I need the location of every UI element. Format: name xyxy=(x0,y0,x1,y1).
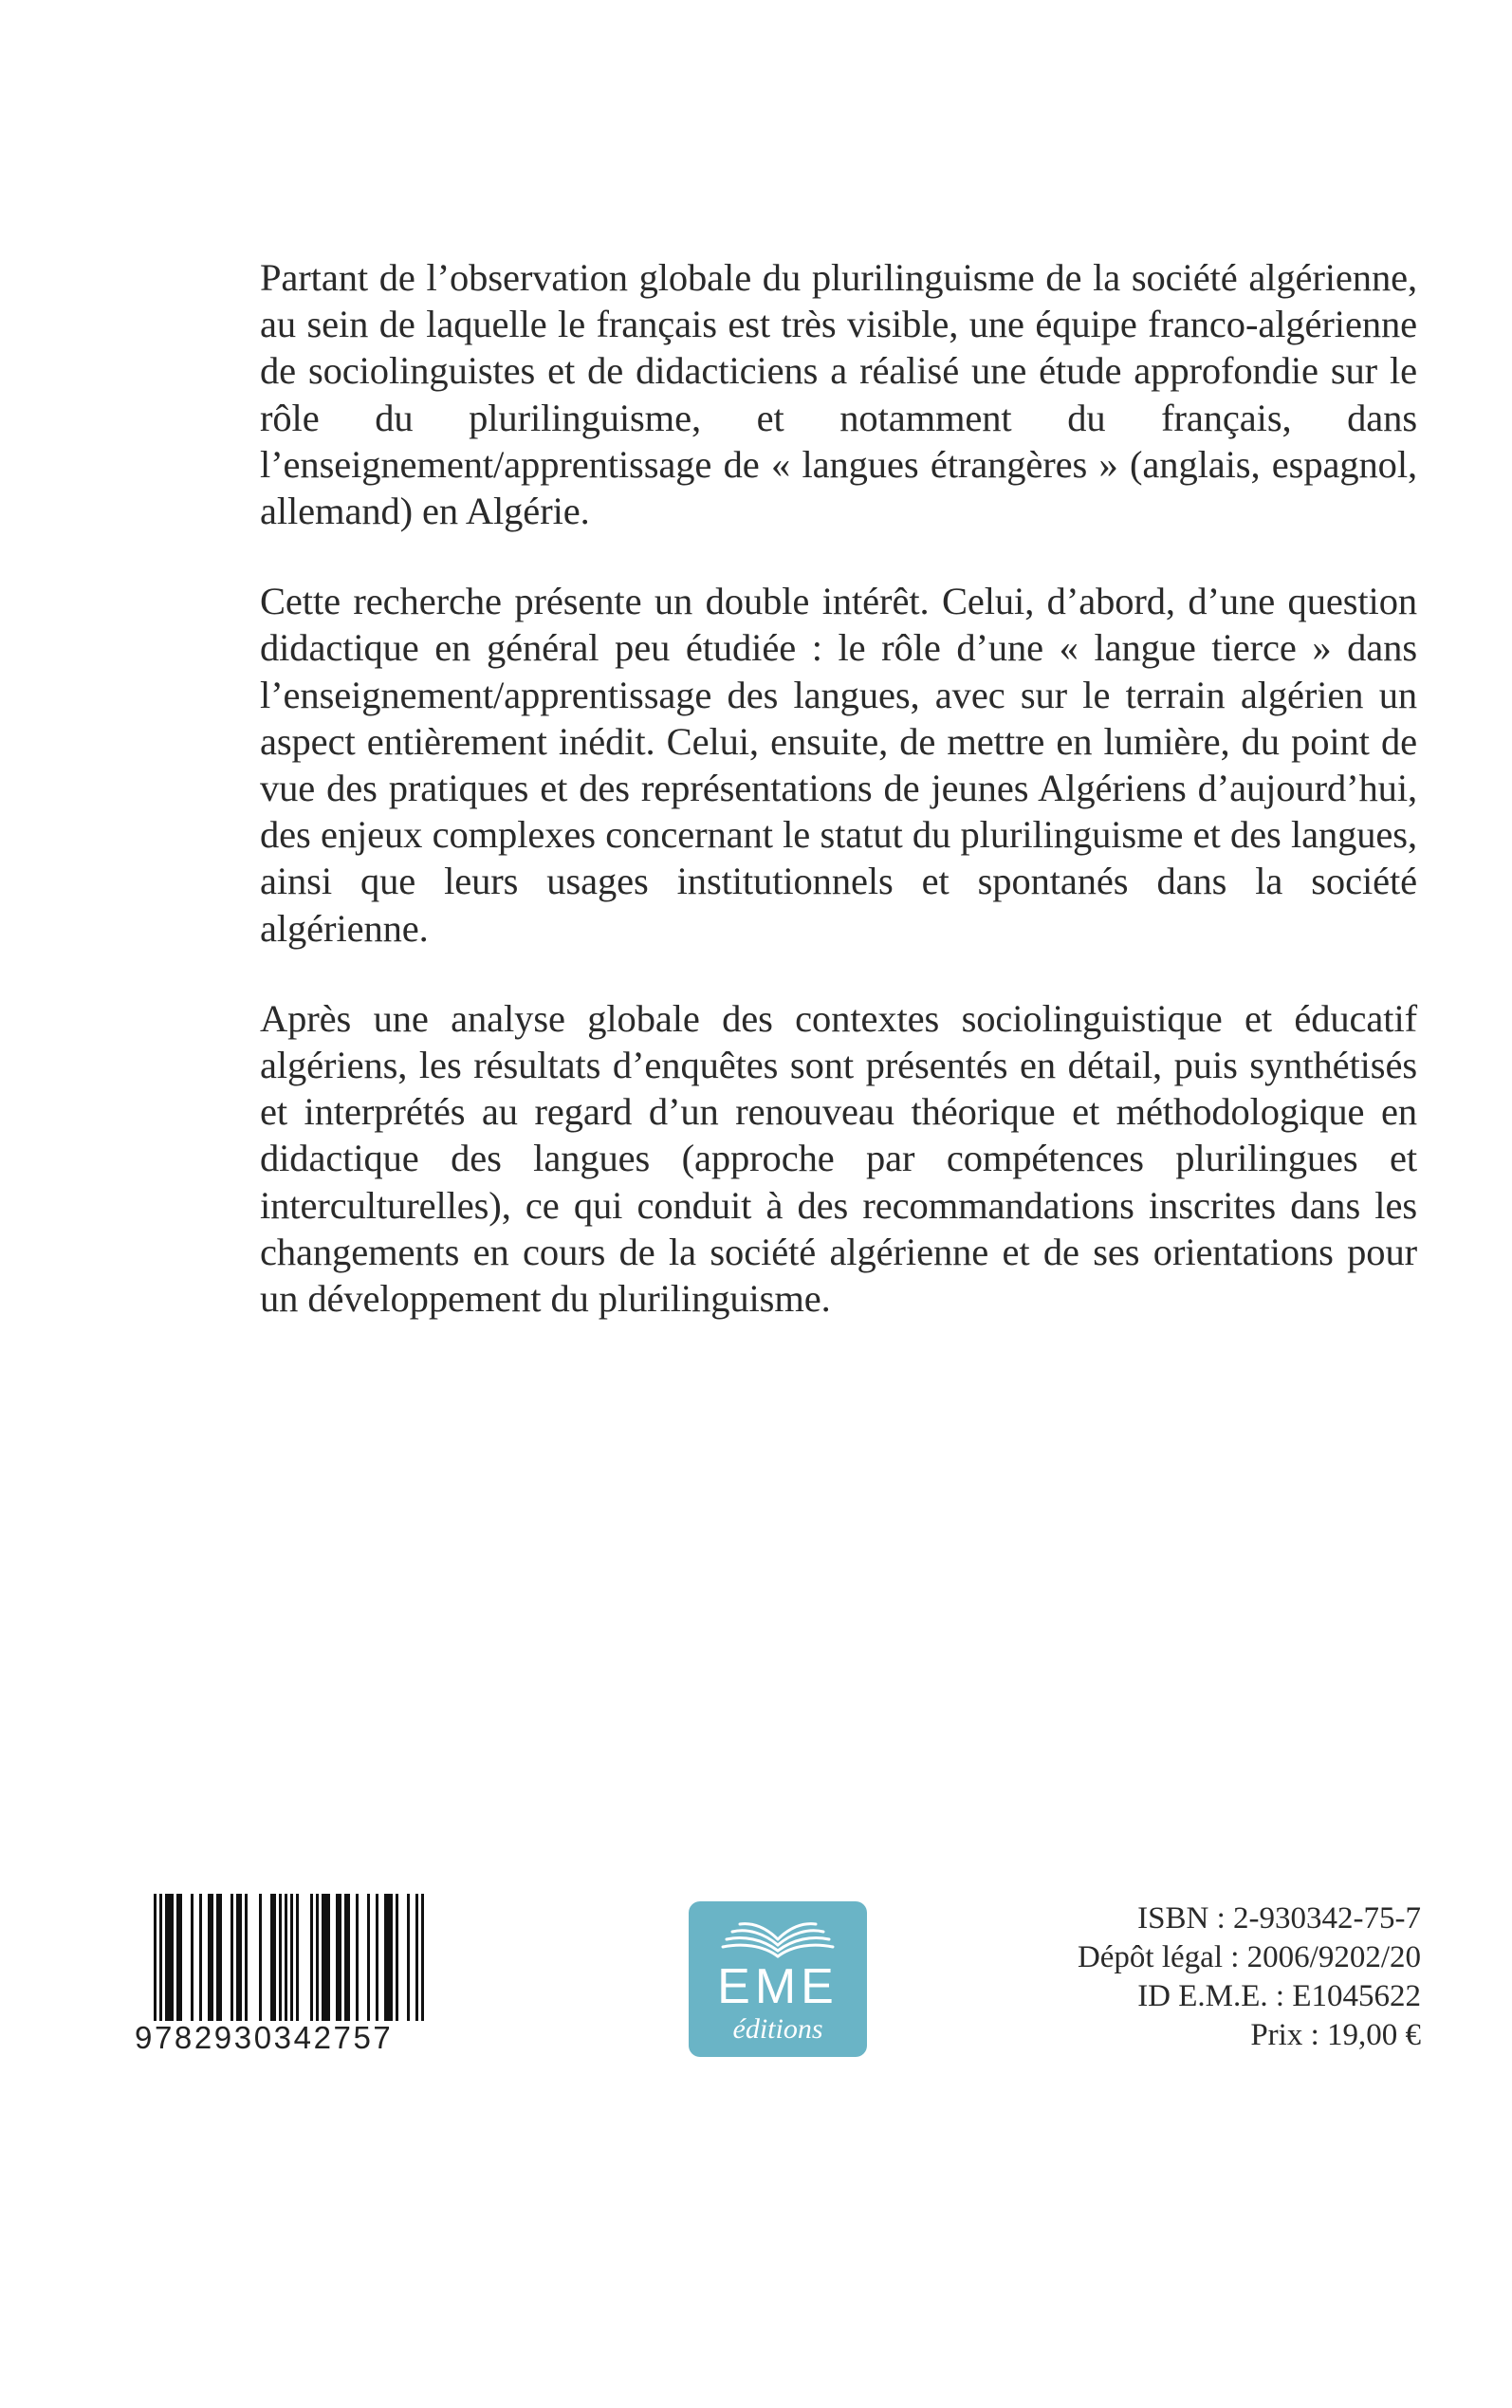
barcode-bar xyxy=(290,1894,293,2021)
barcode-bar xyxy=(191,1894,194,2021)
barcode-bar xyxy=(347,1894,350,2021)
barcode-bar xyxy=(165,1894,168,2021)
barcode-bar xyxy=(367,1894,370,2021)
barcode-bar xyxy=(171,1894,174,2021)
barcode-bar xyxy=(270,1894,273,2021)
barcode-bar xyxy=(407,1894,410,2021)
barcode-bar xyxy=(390,1894,393,2021)
barcode-bar xyxy=(199,1894,202,2021)
paragraph-3: Après une analyse globale des contextes sociolinguistique et éducatif algériens, les résultats d’enquêtes sont présentés en détail, puis synthétisés et interprétés au regard d’un renouveau théorique et méthodologique en didactique des langues (approche par compétences plurilingues et interculturelles), ce qui conduit à des recommandations inscrites dans les changements en cours de la société algérienne et de ses orientations pour un développement du plurilinguisme. xyxy=(260,996,1417,1321)
barcode-bar xyxy=(387,1894,390,2021)
barcode-bar xyxy=(421,1894,424,2021)
barcode-bar xyxy=(279,1894,282,2021)
eme-id: ID E.M.E. : E1045622 xyxy=(1137,1979,1421,2013)
barcode-bar xyxy=(316,1894,319,2021)
barcode-bar xyxy=(339,1894,341,2021)
barcode-bar xyxy=(154,1894,157,2021)
barcode-digits: 9782930342757 xyxy=(133,2021,465,2055)
back-cover-text xyxy=(260,254,1417,1365)
barcode-bar xyxy=(216,1894,219,2021)
barcode-bar xyxy=(344,1894,347,2021)
open-book-icon xyxy=(689,1915,867,1964)
barcode-bar xyxy=(324,1894,327,2021)
barcode-bar xyxy=(384,1894,387,2021)
isbn: ISBN : 2-930342-75-7 xyxy=(1137,1901,1421,1936)
price: Prix : 19,00 € xyxy=(1250,2018,1421,2052)
barcode-bar xyxy=(245,1894,248,2021)
barcode-bar xyxy=(176,1894,179,2021)
barcode-bar xyxy=(396,1894,398,2021)
barcode-bar xyxy=(236,1894,239,2021)
barcode-bar xyxy=(230,1894,233,2021)
barcode-bar xyxy=(259,1894,262,2021)
barcode-bar xyxy=(179,1894,182,2021)
barcode-bar xyxy=(168,1894,171,2021)
paragraph-1: Partant de l’observation globale du plurilinguisme de la société algérienne, au sein de laquelle le français est très visible, une équipe franco-algérienne de sociolinguistes et de didacticiens a réalisé une étude approfondie sur le rôle du plurilinguisme, et notamment du français, dans l’enseignement/apprentissage de « langues étrangères » (anglais, espagnol, allemand) en Algérie. xyxy=(260,256,1417,533)
barcode-bar xyxy=(376,1894,378,2021)
barcode-bar xyxy=(239,1894,242,2021)
barcode-bar xyxy=(310,1894,313,2021)
barcode-bar xyxy=(208,1894,211,2021)
barcode-bar xyxy=(219,1894,222,2021)
paragraph-2: Cette recherche présente un double intérêt. Celui, d’abord, d’une question didactique en général peu étudiée : le rôle d’une « langue tierce » dans l’enseignement/apprentissage des langues, avec sur le terrain algérien un aspect entièrement inédit. Celui, ensuite, de mettre en lumière, du point de vue des pratiques et des représentations de jeunes Algériens d’aujourd’hui, des enjeux complexes concernant le statut du plurilinguisme et des langues, ainsi que leurs usages institutionnels et spontanés dans la société algérienne. xyxy=(260,580,1417,950)
barcode-bars-icon xyxy=(133,1894,463,2021)
barcode-bar xyxy=(211,1894,213,2021)
barcode-bar xyxy=(327,1894,330,2021)
barcode-bar xyxy=(159,1894,162,2021)
legal-deposit: Dépôt légal : 2006/9202/20 xyxy=(1077,1940,1421,1974)
barcode-bar xyxy=(356,1894,359,2021)
barcode-bar xyxy=(285,1894,287,2021)
barcode-bar xyxy=(273,1894,276,2021)
barcode-bar xyxy=(415,1894,418,2021)
publication-info xyxy=(1078,1899,1421,2055)
logo-word: EME xyxy=(717,1959,839,2014)
barcode-bar xyxy=(296,1894,299,2021)
barcode-bar xyxy=(322,1894,324,2021)
logo-subtitle: éditions xyxy=(732,2013,823,2045)
barcode-bar xyxy=(336,1894,339,2021)
publisher-logo xyxy=(689,1901,867,2057)
